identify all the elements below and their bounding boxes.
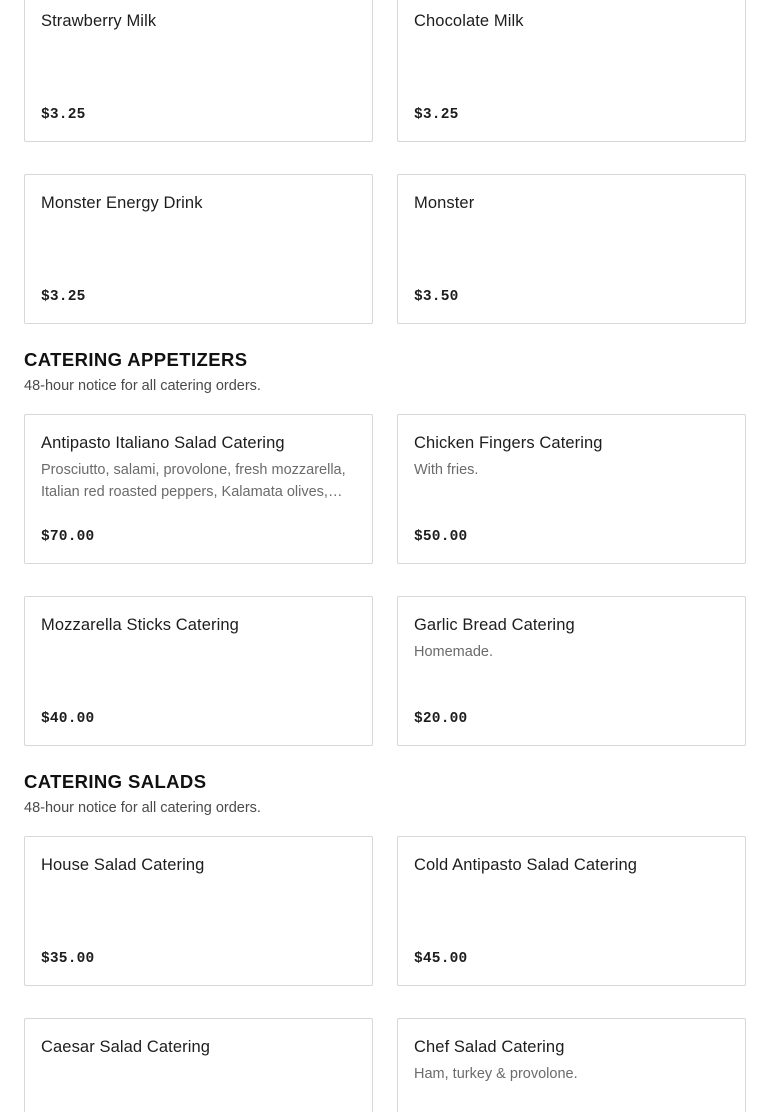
item-price: $3.25 <box>41 107 86 123</box>
item-name: Antipasto Italiano Salad Catering <box>41 434 285 452</box>
section-title: CATERING SALADS <box>24 771 207 792</box>
item-name: Strawberry Milk <box>41 12 157 30</box>
item-price: $20.00 <box>414 711 468 727</box>
item-description: With fries. <box>414 462 479 478</box>
menu-item-card[interactable] <box>397 596 746 746</box>
item-price: $3.25 <box>41 289 86 305</box>
item-price: $35.00 <box>41 951 95 967</box>
item-name: Chocolate Milk <box>414 12 524 30</box>
beverages-grid <box>24 0 746 324</box>
catering-appetizers-grid <box>24 414 746 746</box>
section-note: 48-hour notice for all catering orders. <box>24 800 261 816</box>
item-name: House Salad Catering <box>41 856 205 874</box>
menu-item-card[interactable] <box>397 836 746 986</box>
menu-item-card[interactable] <box>24 0 373 142</box>
item-name: Garlic Bread Catering <box>414 616 575 634</box>
section-header-catering-appetizers <box>24 349 746 395</box>
menu-item-card[interactable] <box>24 836 373 986</box>
item-price: $3.50 <box>414 289 459 305</box>
item-name: Chef Salad Catering <box>414 1038 565 1056</box>
item-price: $45.00 <box>414 951 468 967</box>
menu-item-card[interactable] <box>24 596 373 746</box>
menu-item-card[interactable] <box>397 414 746 564</box>
item-price: $50.00 <box>414 529 468 545</box>
menu-item-card[interactable] <box>397 1018 746 1112</box>
item-name: Mozzarella Sticks Catering <box>41 616 239 634</box>
item-name: Cold Antipasto Salad Catering <box>414 856 638 874</box>
item-name: Monster Energy Drink <box>41 194 203 212</box>
item-name: Caesar Salad Catering <box>41 1038 211 1056</box>
menu-item-card[interactable] <box>397 0 746 142</box>
section-header-catering-salads <box>24 771 746 817</box>
catering-salads-grid <box>24 836 746 1112</box>
item-price: $3.25 <box>414 107 459 123</box>
item-description: Homemade. <box>414 644 493 660</box>
section-title: CATERING APPETIZERS <box>24 349 248 370</box>
section-note: 48-hour notice for all catering orders. <box>24 378 261 394</box>
menu-item-card[interactable] <box>24 414 373 564</box>
item-name: Chicken Fingers Catering <box>414 434 603 452</box>
menu-item-card[interactable] <box>24 1018 373 1112</box>
item-description: Ham, turkey & provolone. <box>414 1066 578 1082</box>
menu-item-card[interactable] <box>24 174 373 324</box>
item-name: Monster <box>414 194 475 212</box>
menu-item-card[interactable] <box>397 174 746 324</box>
item-price: $70.00 <box>41 529 95 545</box>
item-price: $40.00 <box>41 711 95 727</box>
item-description: Prosciutto, salami, provolone, fresh mozzarella, Italian red roasted peppers, Kalamata olives,… <box>41 462 346 500</box>
